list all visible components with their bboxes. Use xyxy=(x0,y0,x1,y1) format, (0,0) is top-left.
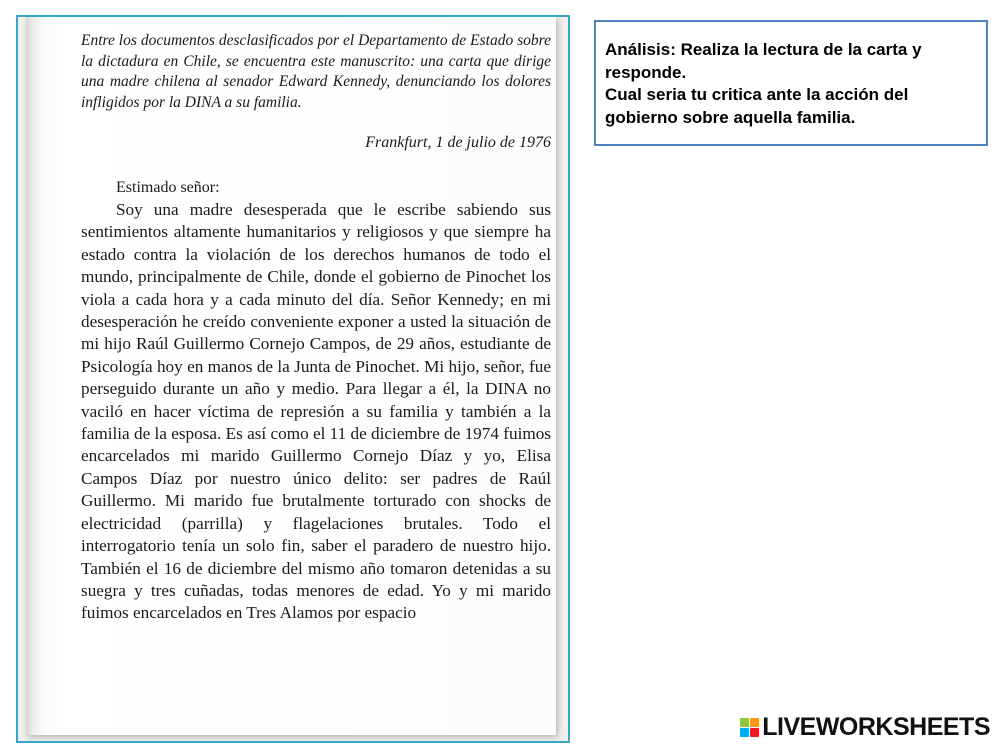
logo-tile-red xyxy=(750,728,759,737)
letter-intro: Entre los documentos desclasificados por el Departamento de Estado sobre la dictadura en Chile, se encuentra este manuscrito: una carta que dirige una madre chilena al senador Edward Kennedy, denunciando los dolores infligidos por la DINA a su familia. xyxy=(81,32,551,111)
task-line-question: Cual seria tu critica ante la acción del gobierno sobre aquella familia. xyxy=(605,85,909,127)
task-line-analysis: Análisis: Realiza la lectura de la carta y responde. xyxy=(605,40,922,82)
letter-scan-image xyxy=(16,15,570,743)
logo-tile-blue xyxy=(740,728,749,737)
logo-tile-green xyxy=(740,718,749,727)
liveworksheets-logo-text: LIVEWORKSHEETS xyxy=(762,713,990,741)
letter-content xyxy=(81,31,551,625)
letter-body: Soy una madre desesperada que le escribe sabiendo sus sentimientos altamente humanitarios y religiosos y que siempre ha estado contra la violación de los derechos humanos de todo el mundo, principalmente de Chile, donde el gobierno de Pinochet los viola a cada hora y a cada minuto del día. Señor Kennedy; en mi desesperación he creído conveniente exponer a usted la situación de mi hijo Raúl Guillermo Cornejo Campos, de 29 años, estudiante de Psicología hoy en manos de la Junta de Pinochet. Mi hijo, señor, fue perseguido durante un año y medio. Para llegar a él, la DINA no vaciló en hacer víctima de represión a su familia y también a la familia de la esposa. Es así como el 11 de diciembre de 1974 fuimos encarcelados mi marido Guillermo Cornejo Díaz y yo, Elisa Campos Díaz por nuestro único delito: ser padres de Raúl Guillermo. Mi marido fue brutalmente torturado con shocks de electricidad (parrilla) y flagelaciones brutales. Todo el interrogatorio tenía un solo fin, saber el paradero de nuestro hijo. También el 16 de diciembre del mismo año tomaron detenidas a su suegra y tres cuñadas, todas menores de edad. Yo y mi marido fuimos encarcelados en Tres Alamos por espacio xyxy=(81,200,551,623)
letter-place-date: Frankfurt, 1 de julio de 1976 xyxy=(365,134,551,151)
liveworksheets-logo-icon xyxy=(740,718,759,737)
liveworksheets-logo[interactable] xyxy=(740,713,990,742)
scanned-paper xyxy=(26,17,556,735)
logo-tile-orange xyxy=(750,718,759,727)
task-instructions-box xyxy=(594,20,988,146)
letter-salutation: Estimado señor: xyxy=(116,179,220,196)
